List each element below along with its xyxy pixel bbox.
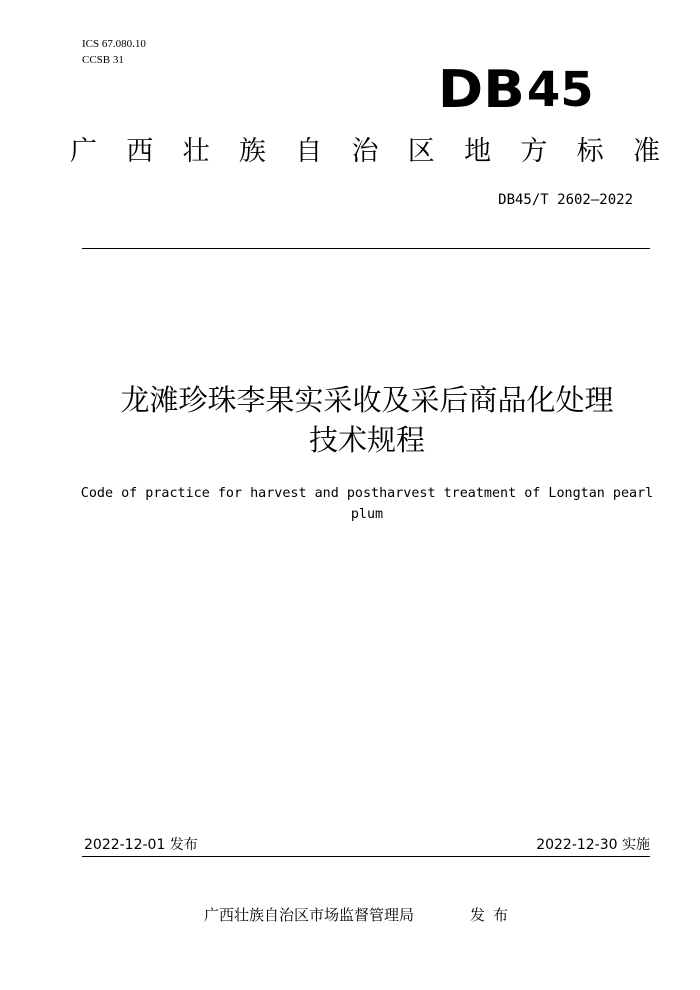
standard-number: DB45/T 2602—2022 xyxy=(498,192,633,208)
chinese-title xyxy=(60,380,674,460)
region-title-char: 地 xyxy=(464,136,492,167)
chinese-title-line-2: 技术规程 xyxy=(308,423,425,457)
region-title-char: 方 xyxy=(520,136,548,167)
chinese-title-line-1: 龙滩珍珠李果实采收及采后商品化处理 xyxy=(120,383,614,417)
region-title-char: 壮 xyxy=(182,136,210,167)
region-title-char: 西 xyxy=(126,136,154,167)
publish-label: 发布 xyxy=(470,906,517,924)
db-number: 45 xyxy=(526,62,594,118)
publisher-name: 广西壮族自治区市场监督管理局 xyxy=(204,906,415,924)
region-title-char: 准 xyxy=(632,136,660,167)
db-prefix: DB xyxy=(437,60,525,120)
region-title-char: 标 xyxy=(576,136,604,167)
top-divider xyxy=(82,248,650,249)
db45-logo-mark xyxy=(437,60,610,120)
region-title-char: 族 xyxy=(238,136,266,167)
issue-date: 2022-12-01 发布 xyxy=(84,837,198,853)
region-title-char: 自 xyxy=(295,136,323,167)
region-title-char: 区 xyxy=(407,136,435,167)
region-standard-title xyxy=(70,132,660,172)
region-title-char: 广 xyxy=(70,136,97,167)
ics-code: ICS 67.080.10 xyxy=(82,38,146,50)
english-title: Code of practice for harvest and postharvest treatment of Longtan pearl plum xyxy=(80,486,654,522)
ccsb-code: CCSB 31 xyxy=(82,54,124,66)
region-title-char: 治 xyxy=(351,136,379,167)
bottom-divider xyxy=(82,856,650,857)
implementation-date: 2022-12-30 实施 xyxy=(536,837,650,853)
